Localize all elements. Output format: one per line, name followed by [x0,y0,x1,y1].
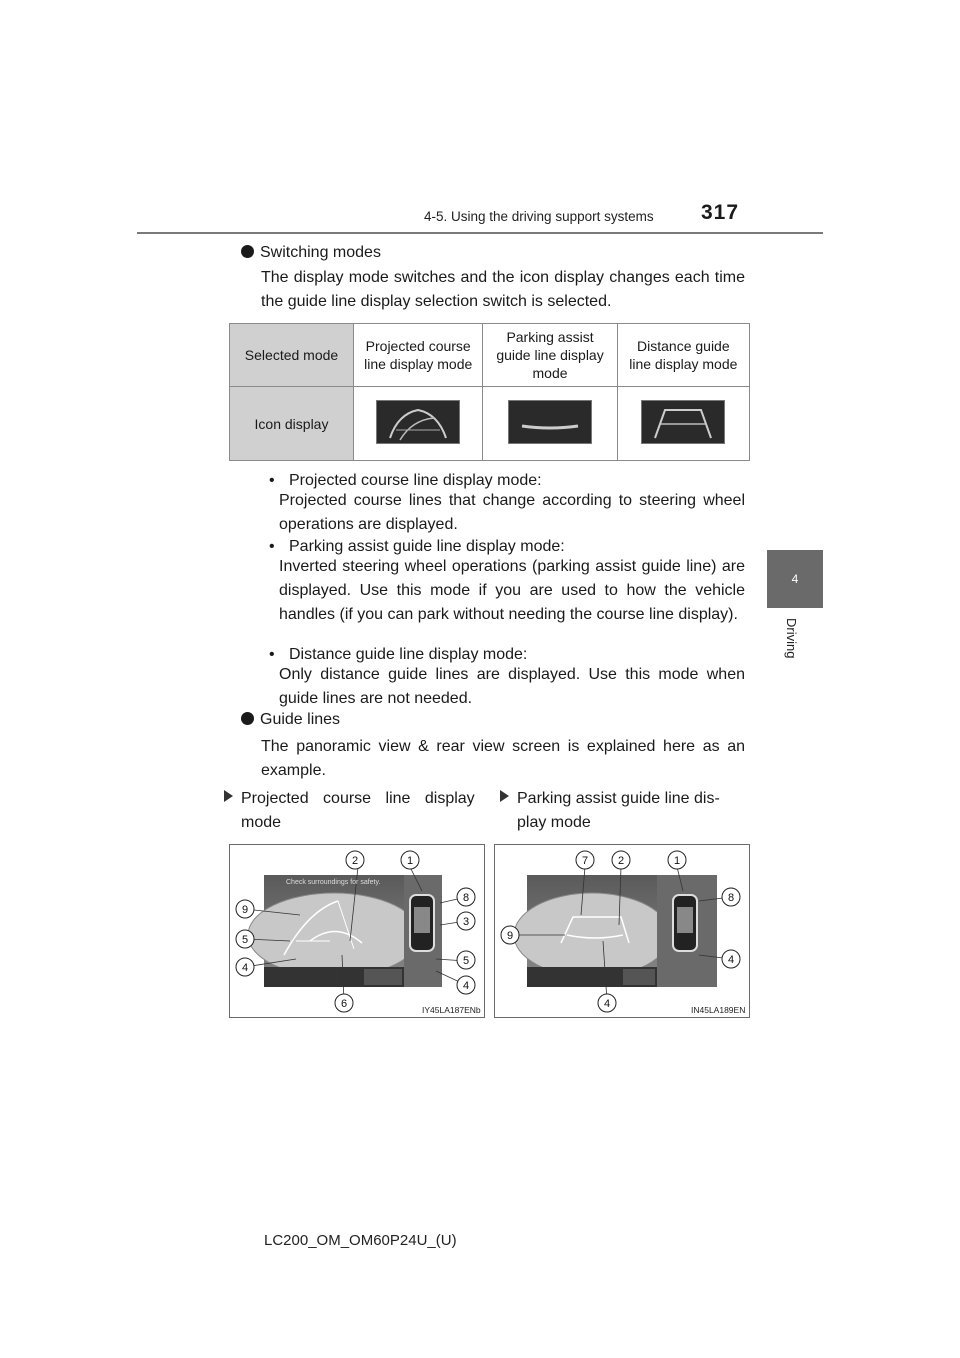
mode-desc-projected-label: • Projected course line display mode: [269,472,542,489]
switching-modes-text: The display mode switches and the icon display changes each time the guide line display selection switch is selected. [261,269,745,310]
header-divider [137,232,823,234]
callout-3: 3 [462,916,470,928]
projected-mode-label-1: Projected course [365,338,471,354]
guide-lines-title: Guide lines [260,711,341,728]
right-caption-line-2: play mode [517,814,591,831]
selected-mode-header [230,324,354,387]
projected-icon-cell [354,387,483,461]
selected-mode-label: Selected mode [244,347,339,363]
parking-mode-header [483,324,617,387]
mode-table [229,323,750,461]
right-figure-code: IN45LA189EN [691,1005,746,1015]
switching-modes-title: Switching modes [260,244,381,261]
projected-course-figure [229,844,485,1018]
document-code: LC200_OM_OM60P24U_(U) [264,1232,457,1249]
projected-mode-label-2: line display mode [364,356,473,372]
left-caption-line-1: Projected course line display [241,790,475,807]
projected-mode-desc-label: Projected course line display mode: [289,472,542,489]
projected-mode-desc-text: Projected course lines that change according to steering wheel operations are displayed. [279,492,745,533]
mode-desc-distance-label: • Distance guide line display mode: [269,646,528,663]
guide-lines-text: The panoramic view & rear view screen is explained here as an example. [261,738,745,779]
distance-mode-label-1: Distance guide [637,338,730,354]
callout-9: 9 [506,930,514,942]
parking-assist-figure [494,844,750,1018]
callout-1: 1 [673,855,681,867]
projected-course-icon [376,400,460,444]
left-screen-message: Check surroundings for safety. [286,879,381,886]
distance-guide-icon [641,400,725,444]
callout-9: 9 [241,904,249,916]
right-caption-line-1: Parking assist guide line dis- [517,790,720,807]
left-figure-caption [224,787,480,835]
distance-mode-label-2: line display mode [629,356,738,372]
bullet-icon [241,712,254,725]
parking-icon-cell [483,387,617,461]
parking-mode-desc-label: Parking assist guide line display mode: [289,538,565,555]
callout-6: 6 [340,998,348,1010]
callout-1: 1 [406,855,414,867]
distance-mode-header [617,324,749,387]
projected-course-screen-illustration [230,845,484,1017]
callout-2: 2 [617,855,625,867]
bullet-icon [241,245,254,258]
left-figure-code: IY45LA187ENb [422,1005,481,1015]
chapter-label [769,618,825,678]
parking-assist-screen-illustration [495,845,749,1017]
page-number: 317 [701,201,740,224]
icon-display-label: Icon display [254,415,329,432]
distance-mode-desc-text: Only distance guide lines are displayed. Use this mode when guide lines are not needed. [279,666,745,707]
right-figure-caption [500,787,750,835]
distance-mode-desc-label: Distance guide line display mode: [289,646,528,663]
parking-mode-label-2: guide line display [496,347,604,363]
parking-mode-label-3: mode [532,365,568,381]
switching-modes-heading [241,244,381,262]
callout-8: 8 [462,892,470,904]
callout-4: 4 [727,954,735,966]
triangle-icon [224,790,233,802]
distance-icon-cell [617,387,749,461]
mode-desc-parking-label: • Parking assist guide line display mode: [269,538,565,555]
parking-assist-icon [508,400,592,444]
callout-5: 5 [241,934,249,946]
callout-2: 2 [351,855,359,867]
chapter-tab: 4 [767,550,823,608]
callout-4b: 4 [462,980,470,992]
icon-display-header [230,387,354,461]
callout-8: 8 [727,892,735,904]
chapter-label-text: Driving [784,618,799,659]
section-title: 4-5. Using the driving support systems [424,209,654,224]
callout-5b: 5 [462,955,470,967]
triangle-icon [500,790,509,802]
callout-7: 7 [581,855,589,867]
parking-mode-label-1: Parking assist [506,329,594,345]
left-caption-line-2: mode [241,814,282,831]
parking-mode-desc-text: Inverted steering wheel operations (parking assist guide line) are displayed. Use this mode if you are used to how the vehicle handles (if you can park without needing the course line display). [279,558,745,623]
guide-lines-heading [241,711,340,729]
projected-mode-header [354,324,483,387]
callout-4b: 4 [603,998,611,1010]
callout-4: 4 [241,962,249,974]
